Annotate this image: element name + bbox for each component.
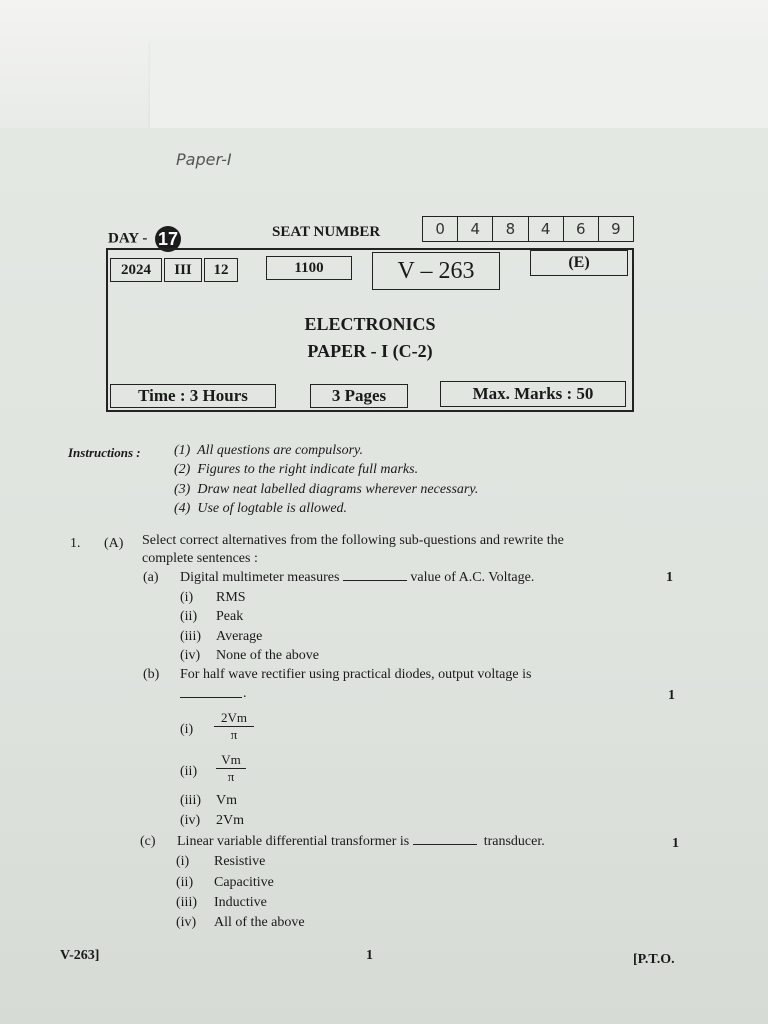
- instruction-item: [174, 462, 418, 478]
- subq-a-text: [180, 570, 534, 586]
- seat-number-box: [422, 216, 634, 242]
- seat-digit: 8: [493, 217, 528, 241]
- option-text: RMS: [216, 590, 246, 605]
- instruction-num: (3): [174, 482, 191, 497]
- option-item: [180, 590, 193, 606]
- answer-blank: [343, 570, 407, 581]
- answer-blank: [180, 697, 242, 698]
- option-text: 2Vm: [216, 813, 244, 828]
- time-box: Time : 3 Hours: [110, 384, 276, 408]
- month-box: III: [164, 258, 202, 282]
- fraction-option: [214, 710, 254, 743]
- option-num: (iv): [180, 648, 201, 663]
- option-num: (i): [180, 590, 194, 605]
- option-num: (iv): [176, 915, 197, 930]
- instruction-item: [174, 482, 478, 498]
- option-num: (i): [176, 854, 190, 869]
- instruction-text: Use of logtable is allowed.: [197, 501, 348, 516]
- seat-digit: 6: [564, 217, 599, 241]
- option-text: Average: [216, 629, 263, 644]
- subq-c-marks: 1: [672, 836, 679, 851]
- option-item: [180, 609, 197, 625]
- footer-paper-code: V-263]: [60, 948, 100, 963]
- option-text: Resistive: [214, 854, 266, 869]
- fraction-denominator: π: [227, 769, 235, 784]
- subq-a-label: (a): [143, 570, 159, 585]
- instruction-num: (2): [174, 462, 191, 477]
- subq-a-marks: 1: [666, 570, 673, 585]
- year-box: 2024: [110, 258, 162, 282]
- pto-label: [P.T.O.: [633, 952, 675, 967]
- question-heading-line2: complete sentences :: [142, 551, 258, 566]
- subq-c-text: [177, 834, 545, 850]
- question-heading-line1: Select correct alternatives from the following sub-questions and rewrite the: [142, 533, 564, 548]
- fraction-option: [216, 752, 246, 785]
- seat-digit: 4: [529, 217, 564, 241]
- subq-a-text-after: value of A.C. Voltage.: [410, 570, 535, 585]
- option-item: [180, 629, 201, 645]
- paper-code-box: V – 263: [372, 252, 500, 290]
- pages-box: 3 Pages: [310, 384, 408, 408]
- option-num: (i): [180, 722, 194, 737]
- option-text: All of the above: [214, 915, 305, 930]
- seat-digit: 9: [611, 220, 621, 238]
- option-num: (iii): [180, 629, 201, 644]
- option-num: (ii): [176, 875, 194, 890]
- option-num: (iv): [180, 813, 201, 828]
- option-item: [180, 648, 200, 664]
- medium-box: (E): [530, 250, 628, 276]
- instruction-text: All questions are compulsory.: [197, 443, 363, 458]
- option-text: None of the above: [216, 648, 320, 663]
- page-number: 1: [366, 948, 373, 963]
- option-text: Capacitive: [214, 875, 274, 890]
- time-code-box: 1100: [266, 256, 352, 280]
- day-number-badge: 17: [155, 226, 181, 252]
- option-text: Vm: [216, 793, 237, 808]
- answer-blank: [413, 834, 477, 845]
- day-label-text: DAY -: [108, 230, 148, 247]
- subq-b-label: (b): [143, 667, 160, 682]
- instruction-item: [174, 501, 347, 517]
- subq-b-text: For half wave rectifier using practical diodes, output voltage is: [180, 667, 532, 682]
- instructions-label: Instructions :: [68, 445, 141, 460]
- paper-title: PAPER - I (C-2): [307, 341, 433, 361]
- blank-period: .: [243, 686, 247, 701]
- handwritten-note: Paper-I: [176, 150, 232, 169]
- option-num: (ii): [180, 609, 198, 624]
- instruction-num: (4): [174, 501, 191, 516]
- subq-b-marks: 1: [668, 688, 675, 703]
- option-num: (iii): [176, 895, 197, 910]
- instruction-text: Figures to the right indicate full marks.: [197, 462, 419, 477]
- fraction-denominator: π: [230, 727, 238, 742]
- max-marks-box: Max. Marks : 50: [440, 381, 626, 407]
- option-text: Peak: [216, 609, 244, 624]
- option-num: (ii): [180, 764, 198, 779]
- seat-digit: 0: [423, 217, 458, 241]
- instruction-text: Draw neat labelled diagrams wherever necessary.: [197, 482, 479, 497]
- instruction-item: [174, 443, 363, 459]
- seat-number-label: SEAT NUMBER: [272, 224, 381, 240]
- option-num: (iii): [180, 793, 201, 808]
- subq-c-label: (c): [140, 834, 156, 849]
- question-part: (A): [104, 536, 124, 551]
- instruction-num: (1): [174, 443, 191, 458]
- subq-c-text-after: transducer.: [483, 834, 545, 849]
- fraction-numerator: Vm: [216, 752, 246, 769]
- question-number: 1.: [70, 536, 81, 551]
- subq-c-text-before: Linear variable differential transformer is: [177, 834, 410, 849]
- subq-a-text-before: Digital multimeter measures: [180, 570, 340, 585]
- fraction-numerator: 2Vm: [214, 710, 254, 727]
- seat-digit: 4: [458, 217, 493, 241]
- date-box: 12: [204, 258, 238, 282]
- subject-title: ELECTRONICS: [304, 314, 436, 334]
- option-text: Inductive: [214, 895, 267, 910]
